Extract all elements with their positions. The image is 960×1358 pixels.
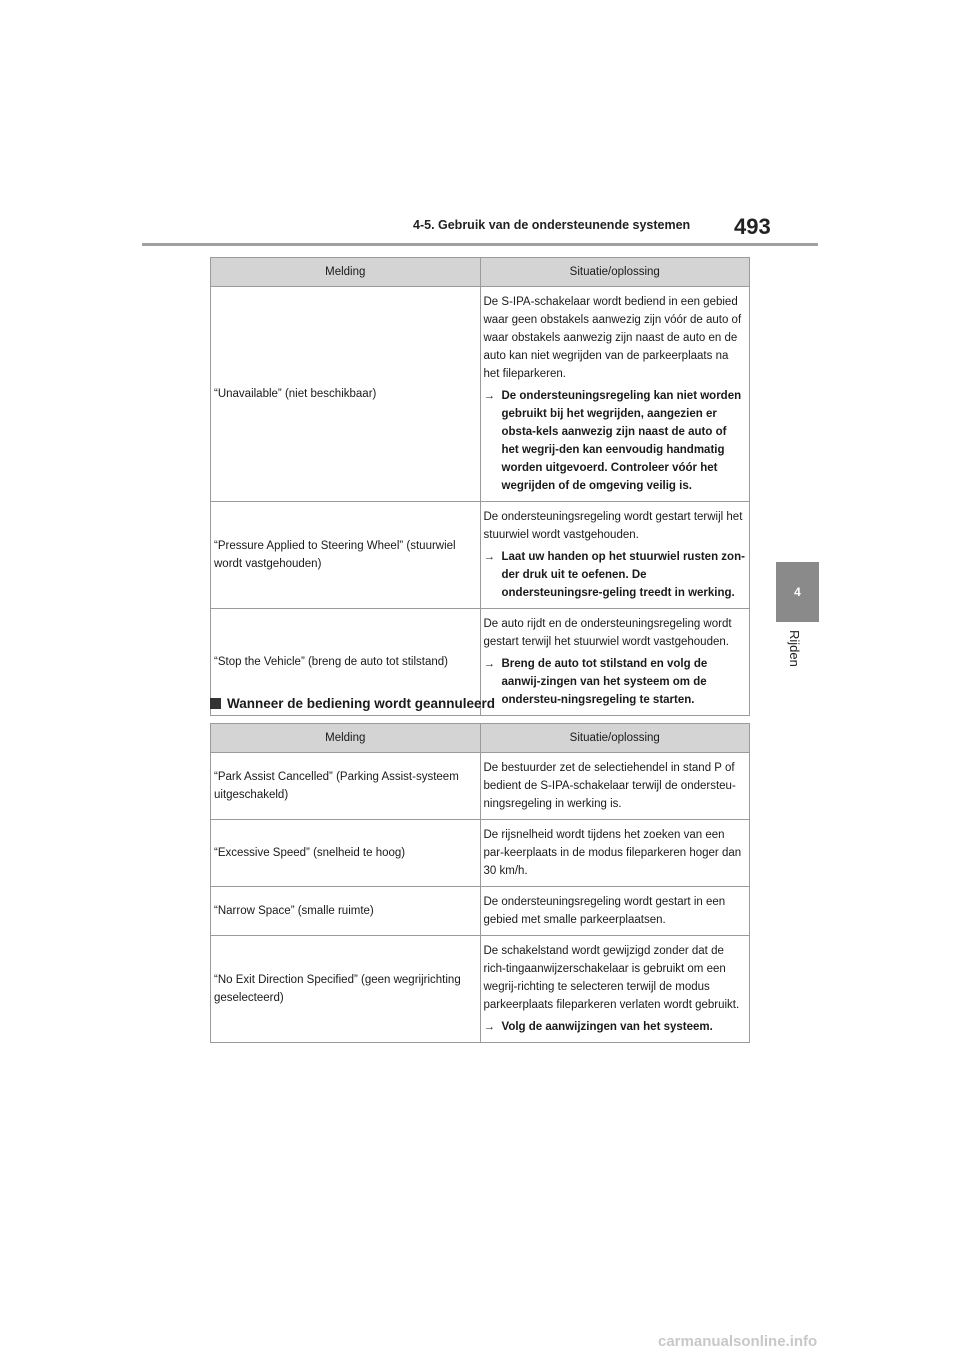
message-text: “Excessive Speed” (snelheid te hoog) bbox=[214, 847, 406, 859]
solution-cell bbox=[480, 609, 750, 716]
table-header-row bbox=[211, 724, 750, 753]
solution-action bbox=[484, 1018, 746, 1036]
chapter-tab bbox=[776, 562, 819, 622]
message-cell bbox=[211, 820, 481, 887]
table-header-row bbox=[211, 258, 750, 287]
section-heading-text: Wanneer de bediening wordt geannuleerd bbox=[227, 696, 496, 711]
message-text: “Stop the Vehicle” (breng de auto tot stilstand) bbox=[214, 656, 448, 668]
table-row bbox=[211, 287, 750, 502]
solution-action bbox=[484, 387, 746, 495]
arrow-right-icon: → bbox=[483, 551, 495, 563]
section-header-title: 4-5. Gebruik van de ondersteunende systemen bbox=[413, 218, 691, 232]
solution-cell bbox=[480, 820, 750, 887]
situation-text: De schakelstand wordt gewijzigd zonder dat de rich-tingaanwijzerschakelaar is gebruikt om een wegrij-richting te selecteren terwijl de modus parkeerplaats fileparkeren verlaten wordt gebruikt. bbox=[483, 945, 740, 1011]
message-cell bbox=[211, 502, 481, 609]
message-cell bbox=[211, 936, 481, 1043]
message-text: “Narrow Space” (smalle ruimte) bbox=[214, 905, 374, 917]
message-cell bbox=[211, 887, 481, 936]
situation-text: De auto rijdt en de ondersteuningsregeling wordt gestart terwijl het stuurwiel wordt vastgehouden. bbox=[483, 618, 732, 648]
action-text: Laat uw handen op het stuurwiel rusten zon-der druk uit te oefenen. De ondersteuningsre-geling treedt in werking. bbox=[501, 551, 745, 599]
message-text: “No Exit Direction Specified” (geen wegrijrichting geselecteerd) bbox=[214, 974, 461, 1004]
message-text: “Unavailable” (niet beschikbaar) bbox=[214, 388, 377, 400]
table-row bbox=[211, 887, 750, 936]
solution-cell bbox=[480, 502, 750, 609]
chapter-label: Rijden bbox=[787, 630, 802, 667]
table-row bbox=[211, 502, 750, 609]
action-text: Volg de aanwijzingen van het systeem. bbox=[501, 1021, 713, 1033]
chapter-number: 4 bbox=[794, 585, 801, 599]
message-text: “Pressure Applied to Steering Wheel” (stuurwiel wordt vastgehouden) bbox=[214, 540, 456, 570]
solution-action bbox=[484, 655, 746, 709]
arrow-right-icon: → bbox=[483, 658, 495, 670]
solution-cell bbox=[480, 753, 750, 820]
solution-action bbox=[484, 548, 746, 602]
section-heading bbox=[210, 696, 495, 711]
messages-table-2 bbox=[210, 723, 750, 1043]
table-row bbox=[211, 820, 750, 887]
watermark: carmanualsonline.info bbox=[658, 1333, 818, 1350]
square-bullet-icon bbox=[210, 698, 221, 709]
solution-cell bbox=[480, 887, 750, 936]
table-row bbox=[211, 753, 750, 820]
message-cell bbox=[211, 287, 481, 502]
messages-table-1 bbox=[210, 257, 750, 716]
message-cell bbox=[211, 753, 481, 820]
page-number: 493 bbox=[734, 214, 771, 239]
arrow-right-icon: → bbox=[483, 1021, 495, 1033]
column-header-melding: Melding bbox=[211, 724, 481, 753]
message-text: “Park Assist Cancelled” (Parking Assist-systeem uitgeschakeld) bbox=[214, 771, 459, 801]
solution-cell bbox=[480, 287, 750, 502]
arrow-right-icon: → bbox=[483, 390, 495, 402]
solution-cell bbox=[480, 936, 750, 1043]
situation-text: De ondersteuningsregeling wordt gestart terwijl het stuurwiel wordt vastgehouden. bbox=[483, 511, 743, 541]
situation-text: De S-IPA-schakelaar wordt bediend in een gebied waar geen obstakels aanwezig zijn vóór de auto of waar obstakels aanwezig zijn naast de auto en de auto kan niet wegrijden van de parkeerplaats na het fileparkeren. bbox=[483, 296, 742, 380]
situation-text: De rijsnelheid wordt tijdens het zoeken van een par-keerplaats in de modus fileparkeren hoger dan 30 km/h. bbox=[483, 829, 742, 877]
column-header-situatie: Situatie/oplossing bbox=[480, 258, 750, 287]
column-header-melding: Melding bbox=[211, 258, 481, 287]
column-header-situatie: Situatie/oplossing bbox=[480, 724, 750, 753]
situation-text: De bestuurder zet de selectiehendel in stand P of bedient de S-IPA-schakelaar terwijl de ondersteu-ningsregeling in werking is. bbox=[483, 762, 736, 810]
situation-text: De ondersteuningsregeling wordt gestart in een gebied met smalle parkeerplaatsen. bbox=[483, 896, 726, 926]
action-text: De ondersteuningsregeling kan niet worden gebruikt bij het wegrijden, aangezien er obsta-kels aanwezig zijn naast de auto of het wegrij-den kan eenvoudig handmatig worden uitgevoerd. Controleer vóór het wegrijden of de omgeving veilig is. bbox=[501, 390, 742, 492]
table-row bbox=[211, 936, 750, 1043]
action-text: Breng de auto tot stilstand en volg de aanwij-zingen van het systeem om de ondersteu-ningsregeling te starten. bbox=[501, 658, 708, 706]
header-rule bbox=[142, 243, 818, 246]
